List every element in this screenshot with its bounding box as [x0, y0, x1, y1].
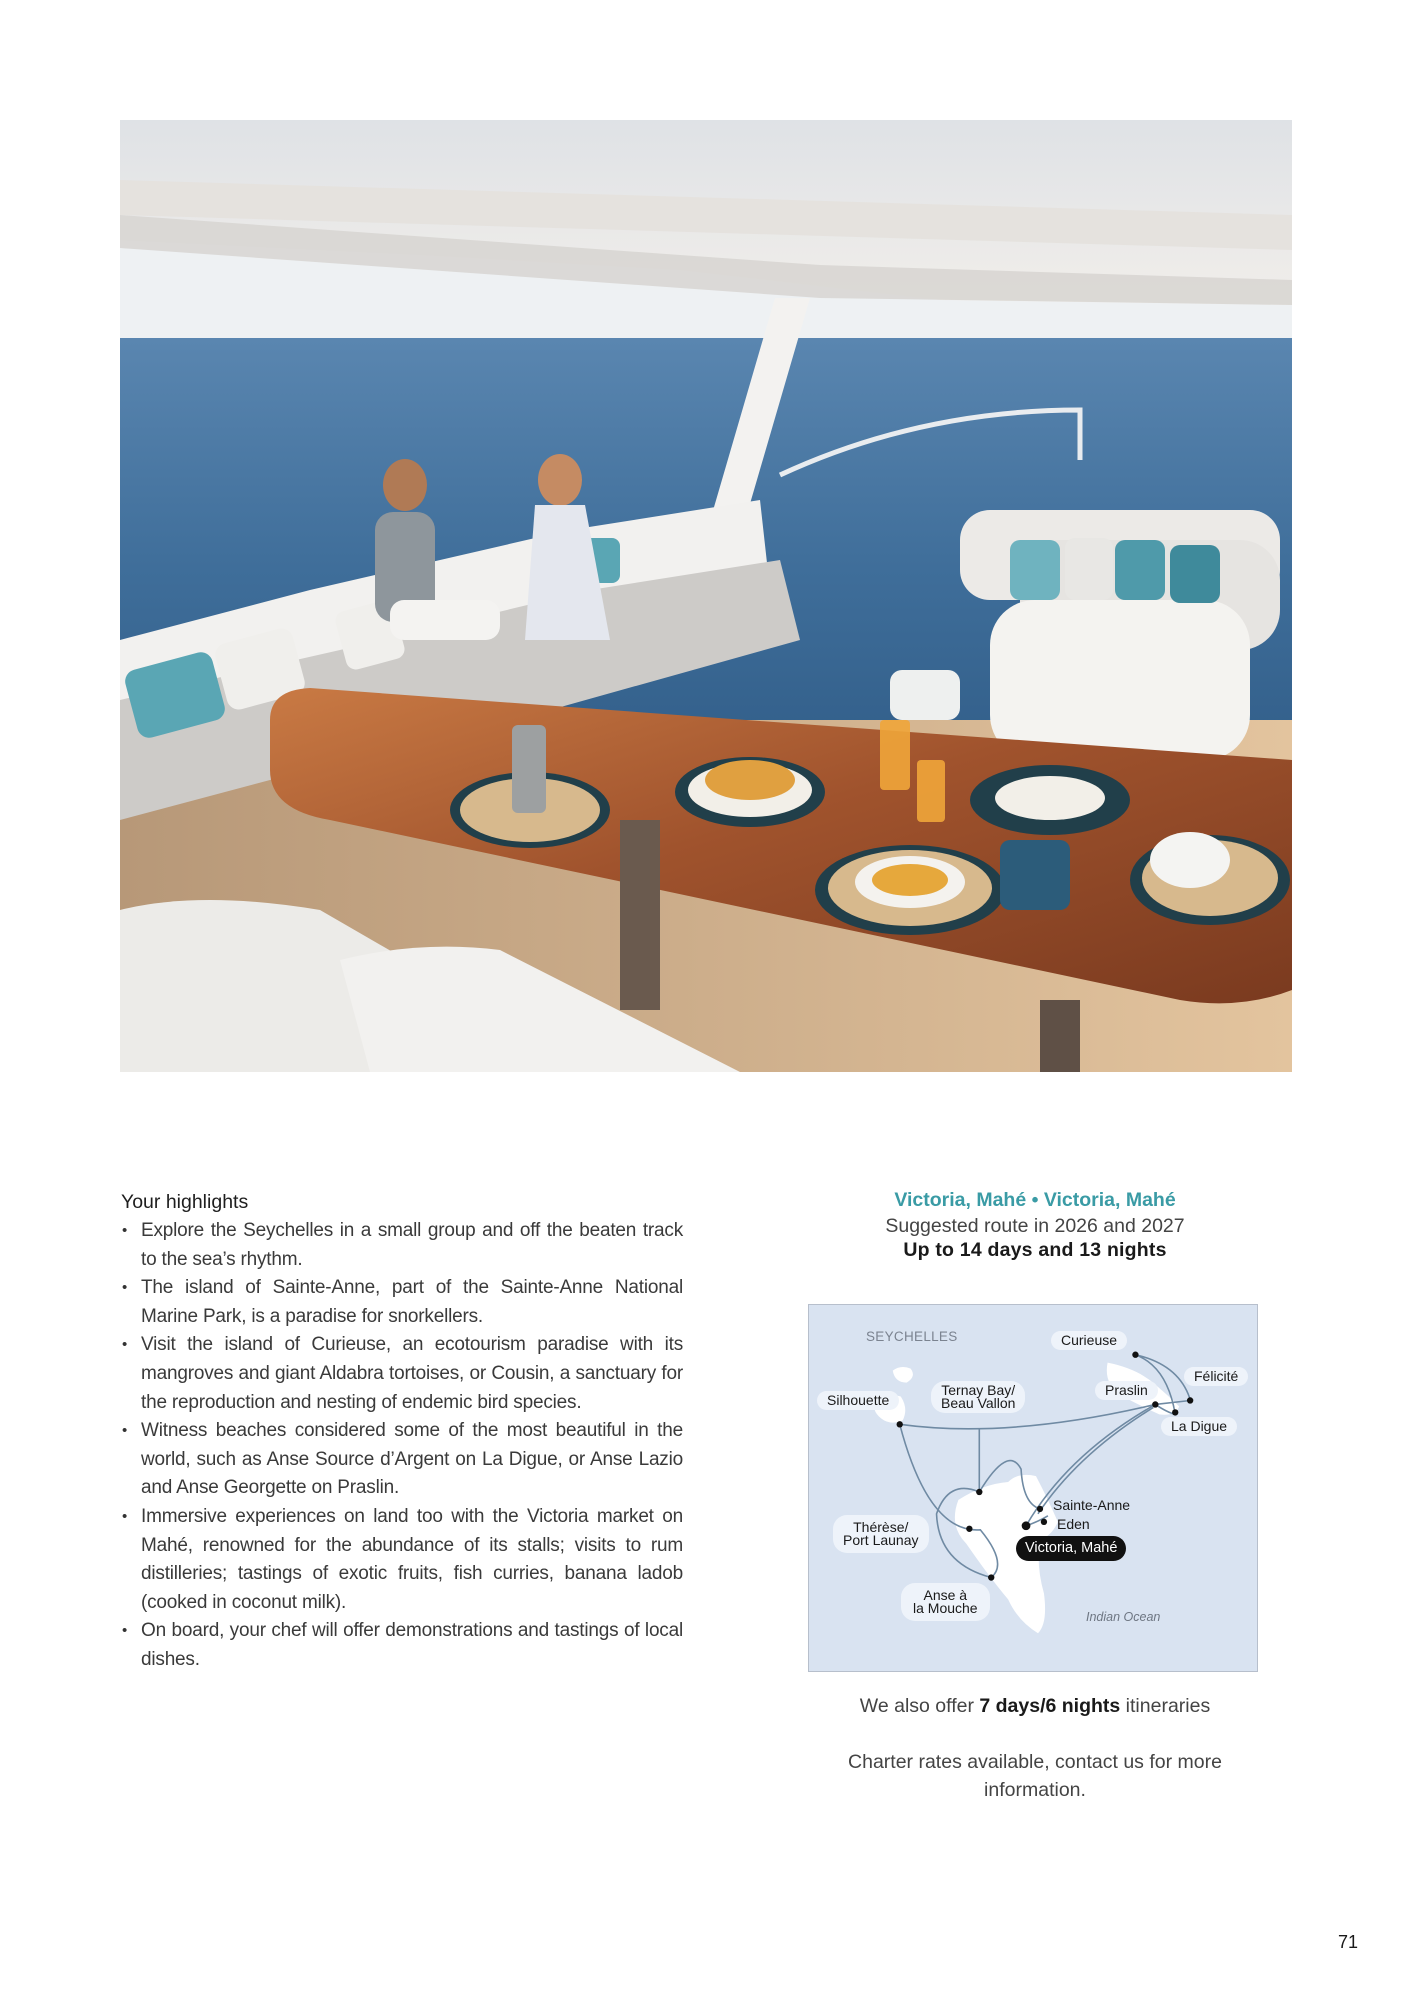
charter-note: Charter rates available, contact us for more information. [848, 1751, 1222, 1801]
map-label-ternay-bay: Ternay Bay/ Beau Vallon [931, 1381, 1025, 1413]
map-ocean-label: Indian Ocean [1086, 1610, 1161, 1624]
bullet-icon: • [122, 1622, 128, 1640]
route-duration: Up to 14 days and 13 nights [903, 1239, 1167, 1261]
map-label-sainte-anne: Sainte-Anne [1053, 1497, 1131, 1513]
map-label-la-digue: La Digue [1161, 1417, 1237, 1436]
highlight-item: • The island of Sainte-Anne, part of the Sainte-Anne National Marine Park, is a paradise for snorkellers. [121, 1274, 683, 1331]
map-label-victoria-mahe: Victoria, Mahé [1016, 1536, 1126, 1561]
highlights-section [121, 1188, 683, 1675]
photo-illustration [120, 120, 1292, 1072]
map-label-eden: Eden [1057, 1516, 1090, 1532]
route-header [810, 1186, 1260, 1262]
highlight-item: • On board, your chef will offer demonstrations and tastings of local dishes. [121, 1617, 683, 1674]
highlight-item: • Immersive experiences on land too with the Victoria market on Mahé, renowned for the abundance of its stalls; visits to rum distilleries; tastings of exotic fruits, fish curries, banana ladob (cooked in coconut milk). [121, 1503, 683, 1617]
bullet-icon: • [122, 1422, 128, 1440]
offer-text: We also offer 7 days/6 nights itineraries [859, 1695, 1211, 1717]
offer-duration: 7 days/6 nights [979, 1695, 1121, 1717]
route-map [808, 1304, 1258, 1672]
page-number: 71 [1338, 1932, 1359, 1952]
highlights-heading: Your highlights [121, 1191, 249, 1213]
map-country-label: SEYCHELLES [866, 1329, 958, 1344]
map-label-silhouette: Silhouette [817, 1391, 899, 1410]
highlight-item: • Visit the island of Curieuse, an ecotourism paradise with its mangroves and giant Aldabra tortoises, or Cousin, a sanctuary for the reproduction and nesting of endemic bird species. [121, 1331, 683, 1417]
hero-photo-catamaran-deck [120, 120, 1292, 1072]
map-graphics [809, 1305, 1257, 1671]
highlight-item: • Explore the Seychelles in a small group and off the beaten track to the sea’s rhythm. [121, 1217, 683, 1274]
map-label-felicite: Félicité [1184, 1367, 1248, 1386]
route-subtitle: Suggested route in 2026 and 2027 [885, 1215, 1185, 1237]
map-label-curieuse: Curieuse [1051, 1331, 1127, 1350]
map-label-therese-port-launay: Thérèse/ Port Launay [833, 1515, 929, 1553]
island-silhouette-north [893, 1367, 913, 1383]
bullet-icon: • [122, 1279, 128, 1297]
bullet-icon: • [122, 1336, 128, 1354]
map-label-anse-a-la-mouche: Anse à la Mouche [901, 1583, 990, 1621]
bullet-icon: • [122, 1222, 128, 1239]
highlight-item: • Witness beaches considered some of the most beautiful in the world, such as Anse Source d’Argent on La Digue, or Anse Lazio and Anse Georgette on Praslin. [121, 1417, 683, 1503]
route-title: Victoria, Mahé • Victoria, Mahé [894, 1189, 1176, 1211]
map-label-praslin: Praslin [1095, 1381, 1158, 1400]
highlights-list [121, 1217, 683, 1675]
bullet-icon: • [122, 1507, 128, 1525]
